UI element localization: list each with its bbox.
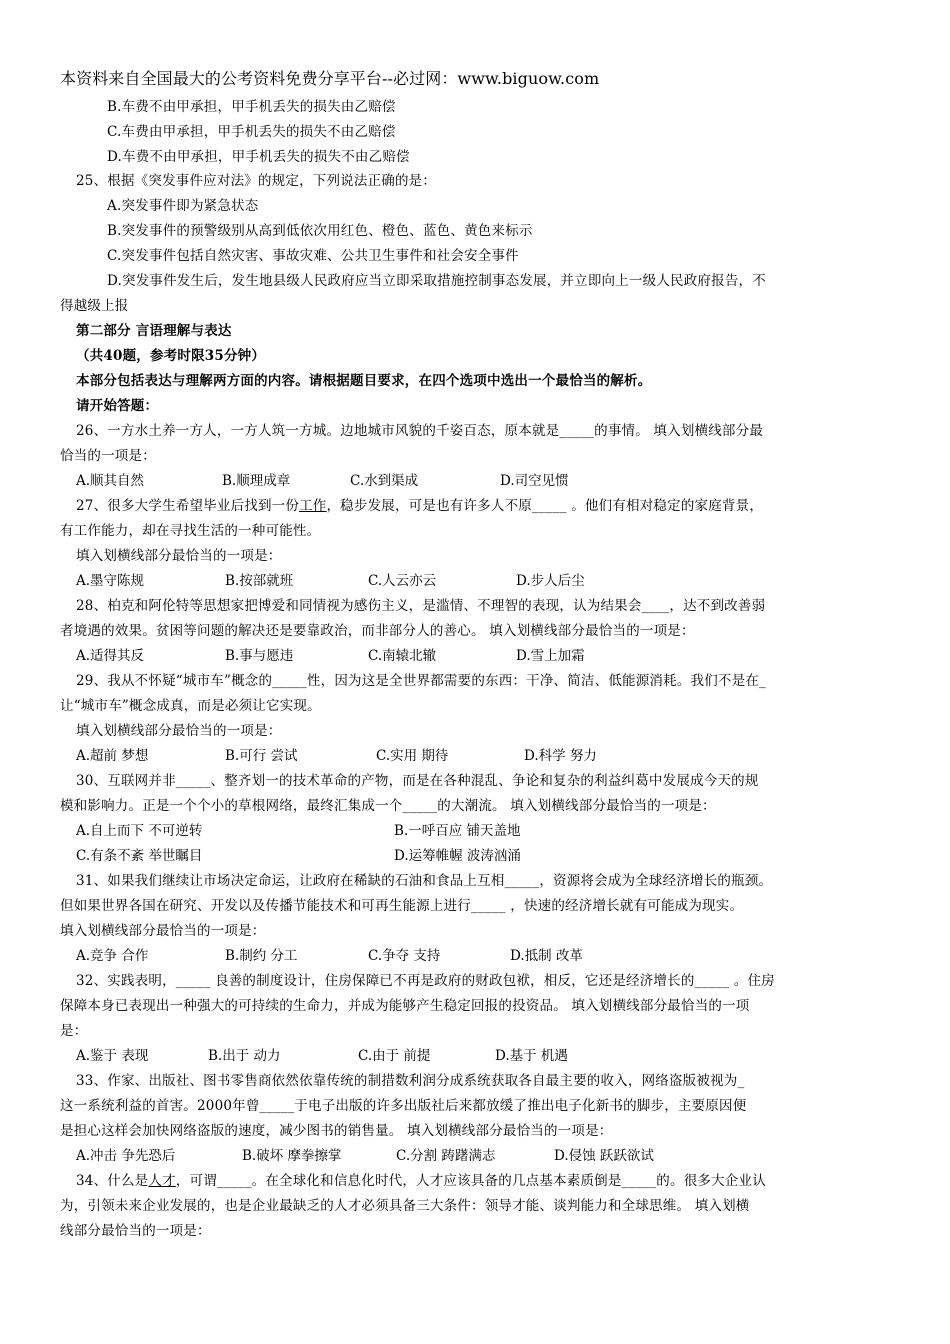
q28-option-b: B.事与愿违 — [225, 648, 294, 664]
q29-stem-line1: 29、我从不怀疑“城市车”概念的_____性，因为这是全世界都需要的东西：干净、简洁、低能源消耗。我们不是在_ — [76, 673, 766, 689]
q25-option-c: C.突发事件包括自然灾害、事故灾难、公共卫生事件和社会安全事件 — [107, 248, 519, 264]
q30-stem-line1: 30、互联网并非_____、整齐划一的技术革命的产物，而是在各种混乱、争论和复杂的利益纠葛中发展成今天的规 — [76, 773, 759, 789]
q34-stem-line2: 为，引领未来企业发展的，也是企业最缺乏的人才必须具备三大条件：领导才能、谈判能力和全球思维。 填入划横 — [60, 1198, 750, 1214]
q28-stem-line2: 者境遇的效果。贫困等问题的解决还是要靠政治，而非部分人的善心。 填入划横线部分最恰当的一项是： — [60, 623, 695, 639]
q24-option-b: B.车费不由甲承担，甲手机丢失的损失由乙赔偿 — [107, 99, 396, 115]
q26-stem-line2: 恰当的一项是： — [60, 448, 156, 464]
q29-prompt: 填入划横线部分最恰当的一项是： — [76, 723, 282, 739]
q27-stem-line2: 有工作能力，却在寻找生活的一种可能性。 — [60, 523, 321, 539]
q31-option-d: D.抵制 改革 — [510, 948, 583, 964]
q25-option-d-line1: D.突发事件发生后，发生地县级人民政府应当立即采取措施控制事态发展，并立即向上一级人民政府报告，不 — [107, 273, 766, 289]
page-header: 本资料来自全国最大的公考资料免费分享平台--必过网：www.biguow.com — [60, 69, 600, 88]
q32-stem-line3: 是： — [60, 1023, 88, 1039]
q28-option-d: D.雪上加霜 — [516, 648, 585, 664]
q25-option-a: A.突发事件即为紧急状态 — [107, 198, 259, 214]
q31-option-c: C.争夺 支持 — [368, 948, 441, 964]
q32-option-b: B.出于 动力 — [208, 1048, 281, 1064]
part2-intro: 本部分包括表达与理解两方面的内容。请根据题目要求，在四个选项中选出一个最恰当的解析。 — [76, 373, 652, 389]
q28-option-c: C.南辕北辙 — [368, 648, 437, 664]
q29-option-a: A.超前 梦想 — [76, 748, 149, 764]
q30-option-c: C.有条不紊 举世瞩目 — [76, 848, 203, 864]
q33-stem-line3: 是担心这样会加快网络盗版的速度，减少图书的销售量。 填入划横线部分最恰当的一项是： — [60, 1123, 613, 1139]
q27-option-a: A.墨守陈规 — [76, 573, 145, 589]
part2-start: 请开始答题： — [76, 398, 159, 414]
q30-option-d: D.运筹帷幄 波涛汹涌 — [394, 848, 521, 864]
q33-option-a: A.冲击 争先恐后 — [76, 1148, 176, 1164]
q30-option-b: B.一呼百应 铺天盖地 — [394, 823, 521, 839]
q27-option-d: D.步人后尘 — [516, 573, 585, 589]
q26-option-c: C.水到渠成 — [350, 473, 419, 489]
q30-option-a: A.自上而下 不可逆转 — [76, 823, 203, 839]
q27-prompt: 填入划横线部分最恰当的一项是： — [76, 548, 282, 564]
q32-option-a: A.鉴于 表现 — [76, 1048, 149, 1064]
q34-stem-line1: 34、什么是人才，可谓_____。在全球化和信息化时代，人才应该具备的几点基本素质倒是_____的。很多大企业认 — [76, 1173, 766, 1189]
q26-option-a: A.顺其自然 — [76, 473, 145, 489]
q25-stem: 25、根据《突发事件应对法》的规定，下列说法正确的是： — [76, 173, 437, 189]
q33-option-b: B.破坏 摩拳擦掌 — [242, 1148, 342, 1164]
q30-stem-line2: 模和影响力。正是一个个小的草根网络，最终汇集成一个_____的大潮流。 填入划横线部分最恰当的一项是： — [60, 798, 716, 814]
q32-stem-line1: 32、实践表明，_____ 良善的制度设计，住房保障已不再是政府的财政包袱，相反，它还是经济增长的_____ 。住房 — [76, 973, 775, 989]
q27-option-b: B.按部就班 — [225, 573, 294, 589]
q29-option-b: B.可行 尝试 — [225, 748, 298, 764]
q27-option-c: C.人云亦云 — [368, 573, 437, 589]
q33-option-d: D.侵蚀 跃跃欲试 — [554, 1148, 654, 1164]
q24-option-d: D.车费不由甲承担，甲手机丢失的损失不由乙赔偿 — [107, 149, 410, 165]
q29-stem-line2: 让“城市车”概念成真，而是必须让它实现。 — [60, 698, 321, 714]
q28-stem-line1: 28、柏克和阿伦特等思想家把博爱和同情视为感伤主义，是滥情、不理智的表现，认为结果会____，达不到改善弱 — [76, 598, 766, 614]
q25-option-d-line2: 得越级上报 — [60, 298, 129, 314]
q31-option-b: B.制约 分工 — [225, 948, 298, 964]
q31-prompt: 填入划横线部分最恰当的一项是： — [60, 923, 266, 939]
q28-option-a: A.适得其反 — [76, 648, 145, 664]
q32-stem-line2: 保障本身已表现出一种强大的可持续的生命力，并成为能够产生稳定回报的投资品。 填入划横线部分最恰当的一项 — [60, 998, 750, 1014]
q31-stem-line1: 31、如果我们继续让市场决定命运，让政府在稀缺的石油和食品上互相_____，资源将会成为全球经济增长的瓶颈。 — [76, 873, 773, 889]
q26-option-d: D.司空见惯 — [500, 473, 569, 489]
q33-stem-line1: 33、作家、出版社、图书零售商依然依靠传统的制措数利润分成系统获取各自最主要的收入，网络盗版被视为_ — [76, 1073, 745, 1089]
q26-stem-line1: 26、一方水土养一方人，一方人筑一方城。边地城市风貌的千姿百态，原本就是_____的事情。 填入划横线部分最 — [76, 423, 764, 439]
q29-option-c: C.实用 期待 — [376, 748, 449, 764]
q31-option-a: A.竞争 合作 — [76, 948, 149, 964]
q32-option-d: D.基于 机遇 — [495, 1048, 568, 1064]
q27-stem-line1: 27、很多大学生希望毕业后找到一份工作，稳步发展，可是也有许多人不原_____ 。他们有相对稳定的家庭背景， — [76, 498, 764, 514]
q33-option-c: C.分割 踌躇满志 — [396, 1148, 496, 1164]
q25-option-b: B.突发事件的预警级别从高到低依次用红色、橙色、蓝色、黄色来标示 — [107, 223, 533, 239]
q34-stem-line3: 线部分最恰当的一项是： — [60, 1223, 211, 1239]
part2-title: 第二部分 言语理解与表达 — [76, 323, 232, 339]
q29-option-d: D.科学 努力 — [524, 748, 597, 764]
q26-option-b: B.顺理成章 — [222, 473, 291, 489]
part2-time: （共40题，参考时限35分钟） — [76, 348, 266, 364]
q24-option-c: C.车费由甲承担，甲手机丢失的损失不由乙赔偿 — [107, 124, 396, 140]
q32-option-c: C.由于 前提 — [358, 1048, 431, 1064]
q31-stem-line2: 但如果世界各国在研究、开发以及传播节能技术和可再生能源上进行_____ ，快速的经济增长就有可能成为现实。 — [60, 898, 744, 914]
q33-stem-line2: 这一系统利益的首害。2000年曾_____于电子出版的许多出版社后来都放缓了推出电子化新书的脚步，主要原因便 — [60, 1098, 747, 1114]
